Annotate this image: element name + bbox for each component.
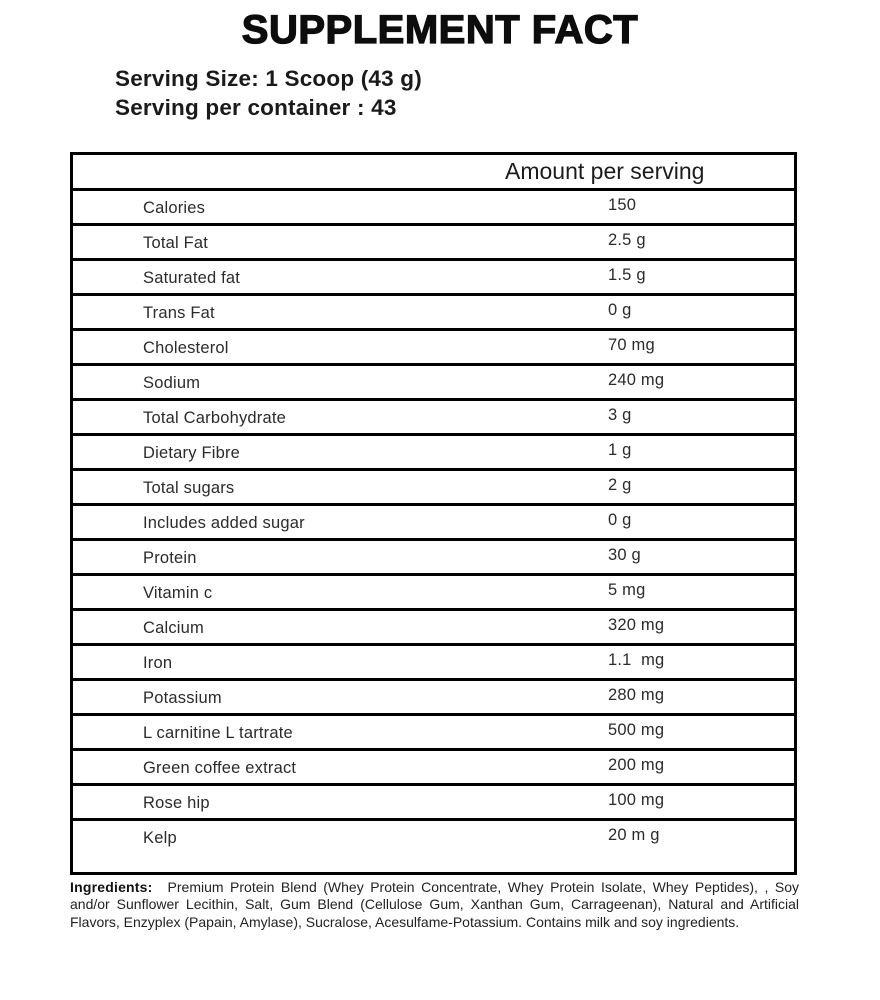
table-row <box>73 678 794 713</box>
nutrient-label: Dietary Fibre <box>143 444 241 462</box>
nutrient-label: Calcium <box>143 619 204 637</box>
nutrient-label: L carnitine L tartrate <box>143 724 293 742</box>
servings-per-container-line: Serving per container : 43 <box>115 95 397 120</box>
nutrient-label: Total Fat <box>143 234 209 252</box>
nutrient-value: 2 g <box>608 476 632 494</box>
nutrient-label: Total Carbohydrate <box>143 409 287 427</box>
table-row <box>73 363 794 398</box>
nutrient-label: Green coffee extract <box>143 759 297 777</box>
table-row <box>73 608 794 643</box>
serving-info <box>115 64 422 122</box>
nutrient-value: 3 g <box>608 406 632 424</box>
nutrient-value: 100 mg <box>608 791 665 809</box>
table-row <box>73 293 794 328</box>
ingredients-label: Ingredients: <box>70 879 153 895</box>
table-row <box>73 398 794 433</box>
nutrient-label: Trans Fat <box>143 304 215 322</box>
page-title: SUPPLEMENT FACT <box>241 8 639 52</box>
nutrient-label: Rose hip <box>143 794 210 812</box>
nutrient-value: 1.5 g <box>608 266 646 284</box>
nutrient-value: 70 mg <box>608 336 655 354</box>
nutrient-label: Vitamin c <box>143 584 213 602</box>
nutrient-value: 0 g <box>608 301 632 319</box>
nutrient-label: Saturated fat <box>143 269 241 287</box>
table-row <box>73 748 794 783</box>
nutrient-label: Iron <box>143 654 173 672</box>
nutrient-value: 30 g <box>608 546 641 564</box>
supplement-facts-table <box>70 152 797 875</box>
ingredients-text: Premium Protein Blend (Whey Protein Concentrate, Whey Protein Isolate, Whey Peptides), , Soy and/or Sunflower Lecithin, Salt, Gum Blend (Cellulose Gum, Xanthan Gum, Carrageenan), Natural and Artificial Flavors, Enzyplex (Papain, Amylase), Sucralose, Acesulfame-Potassium. Contains milk and soy ingredients. <box>70 879 799 930</box>
nutrient-value: 320 mg <box>608 616 665 634</box>
nutrient-label: Protein <box>143 549 197 567</box>
nutrient-value: 150 <box>608 196 637 214</box>
nutrient-value: 1.1 mg <box>608 651 665 669</box>
ingredients-paragraph <box>70 879 799 931</box>
table-row <box>73 223 794 258</box>
nutrient-label: Calories <box>143 199 206 217</box>
table-row <box>73 643 794 678</box>
table-header-row <box>73 155 794 188</box>
nutrient-value: 500 mg <box>608 721 665 739</box>
nutrient-value: 5 mg <box>608 581 646 599</box>
amount-per-serving-header: Amount per serving <box>505 158 705 184</box>
table-row <box>73 503 794 538</box>
nutrient-value: 1 g <box>608 441 632 459</box>
nutrient-label: Potassium <box>143 689 222 707</box>
serving-size-line: Serving Size: 1 Scoop (43 g) <box>115 66 422 91</box>
nutrient-label: Cholesterol <box>143 339 229 357</box>
nutrient-label: Sodium <box>143 374 201 392</box>
table-row <box>73 783 794 818</box>
nutrient-value: 2.5 g <box>608 231 646 249</box>
nutrient-value: 0 g <box>608 511 632 529</box>
table-rows <box>73 188 794 872</box>
nutrient-value: 20 m g <box>608 826 660 844</box>
table-row <box>73 818 794 872</box>
table-row <box>73 573 794 608</box>
table-row <box>73 468 794 503</box>
nutrient-label: Includes added sugar <box>143 514 305 532</box>
table-row <box>73 433 794 468</box>
table-row <box>73 328 794 363</box>
table-row <box>73 713 794 748</box>
table-row <box>73 258 794 293</box>
nutrient-label: Kelp <box>143 829 177 847</box>
nutrient-label: Total sugars <box>143 479 235 497</box>
nutrient-value: 200 mg <box>608 756 665 774</box>
table-row <box>73 188 794 223</box>
table-row <box>73 538 794 573</box>
nutrient-value: 280 mg <box>608 686 665 704</box>
nutrient-value: 240 mg <box>608 371 665 389</box>
